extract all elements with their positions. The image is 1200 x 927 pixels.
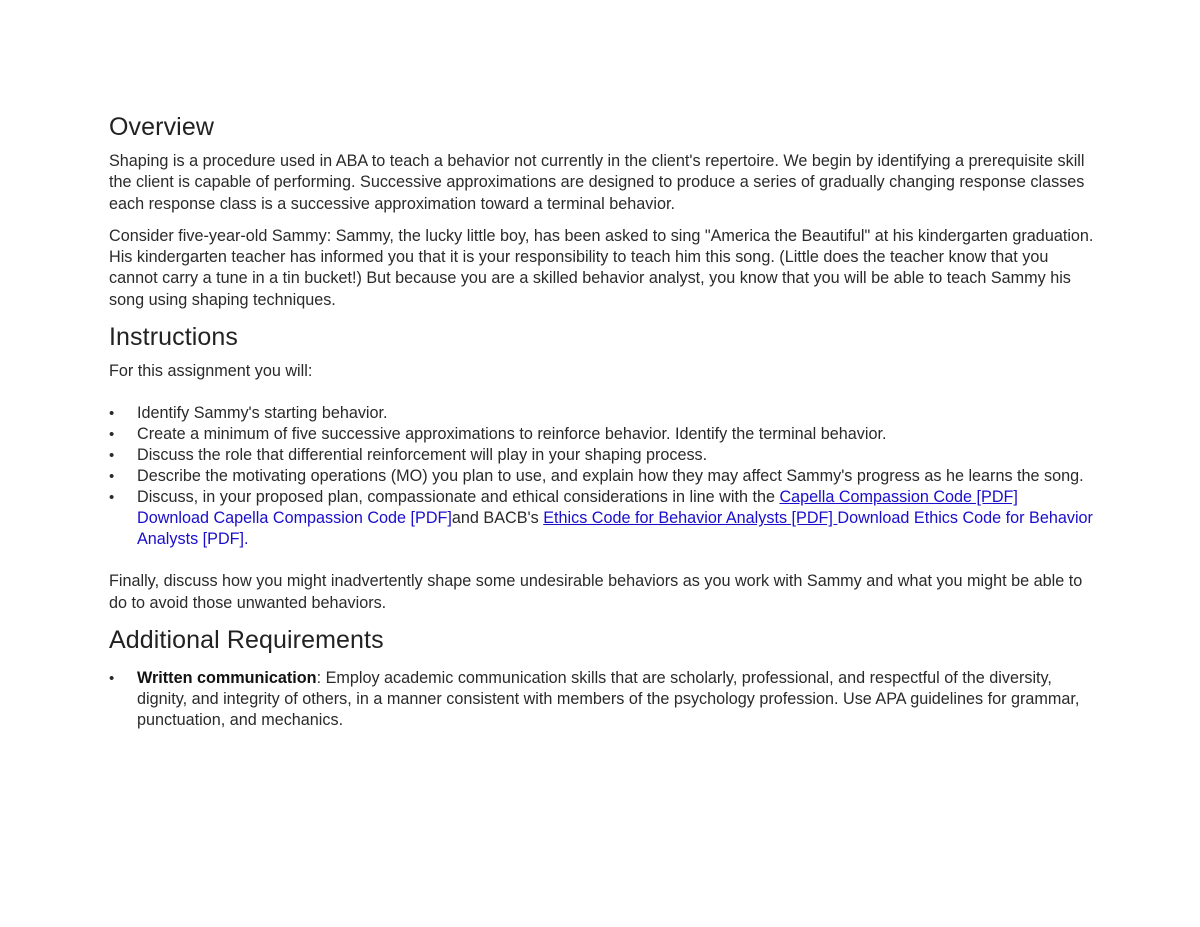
list-item: [109, 668, 1094, 731]
list-item-text-middle: and BACB's: [451, 509, 544, 528]
capella-compassion-code-link[interactable]: Capella Compassion Code [PDF]: [779, 488, 1018, 507]
bullet-icon: •: [109, 468, 115, 486]
requirement-title: Written communication: [137, 668, 317, 687]
list-item-text: Discuss the role that differential reinforcement will play in your shaping process.: [137, 446, 708, 465]
bullet-icon: •: [109, 405, 115, 423]
list-item: [109, 445, 1094, 466]
overview-heading: Overview: [109, 113, 214, 141]
bullet-icon: •: [109, 447, 115, 465]
document-page: [109, 112, 1094, 742]
list-item-text: Identify Sammy's starting behavior.: [137, 404, 388, 423]
bullet-icon: •: [109, 669, 115, 687]
list-item-text: Describe the motivating operations (MO) you plan to use, and explain how they may affect Sammy's progress as he learns the song.: [137, 467, 1084, 486]
list-item: [109, 487, 1094, 550]
instructions-intro: For this assignment you will:: [109, 362, 313, 381]
capella-compassion-code-download-link[interactable]: Download Capella Compassion Code [PDF]: [137, 509, 452, 528]
list-item: [109, 424, 1094, 445]
overview-paragraph-1: Shaping is a procedure used in ABA to teach a behavior not currently in the client's repertoire. We begin by identifying a prerequisite skill the client is capable of performing. Successive approximations are designed to produce a series of gradually changing response classes each response class is a successive approximation toward a terminal behavior.: [109, 152, 1085, 213]
bullet-icon: •: [109, 426, 115, 444]
additional-requirements-heading: Additional Requirements: [109, 625, 384, 654]
ethics-code-download-link[interactable]: Download Ethics Code for Behavior Analysts [PDF]: [137, 509, 1093, 549]
ethics-code-link[interactable]: Ethics Code for Behavior Analysts [PDF]: [543, 509, 838, 528]
additional-requirements-list: [109, 668, 1094, 731]
list-item-text-before: Discuss, in your proposed plan, compassionate and ethical considerations in line with the: [137, 488, 780, 507]
instructions-list: [109, 403, 1094, 550]
requirement-text: : Employ academic communication skills that are scholarly, professional, and respectful of the diversity, dignity, and integrity of others, in a manner consistent with members of the psychology profession. Use APA guidelines for grammar, punctuation, and mechanics.: [137, 668, 1080, 729]
bullet-icon: •: [109, 489, 115, 507]
list-item-text: Create a minimum of five successive approximations to reinforce behavior. Identify the terminal behavior.: [137, 425, 887, 444]
list-item-text-end: .: [244, 530, 249, 549]
instructions-closing: Finally, discuss how you might inadvertently shape some undesirable behaviors as you work with Sammy and what you might be able to do to avoid those unwanted behaviors.: [109, 572, 1083, 612]
list-item: [109, 403, 1094, 424]
list-item: [109, 466, 1094, 487]
overview-paragraph-2: Consider five-year-old Sammy: Sammy, the lucky little boy, has been asked to sing "America the Beautiful" at his kindergarten graduation. His kindergarten teacher has informed you that it is your responsibility to teach him this song. (Little does the teacher know that you cannot carry a tune in a tin bucket!) But because you are a skilled behavior analyst, you know that you will be able to teach Sammy his song using shaping techniques.: [109, 226, 1094, 309]
instructions-heading: Instructions: [109, 323, 239, 352]
